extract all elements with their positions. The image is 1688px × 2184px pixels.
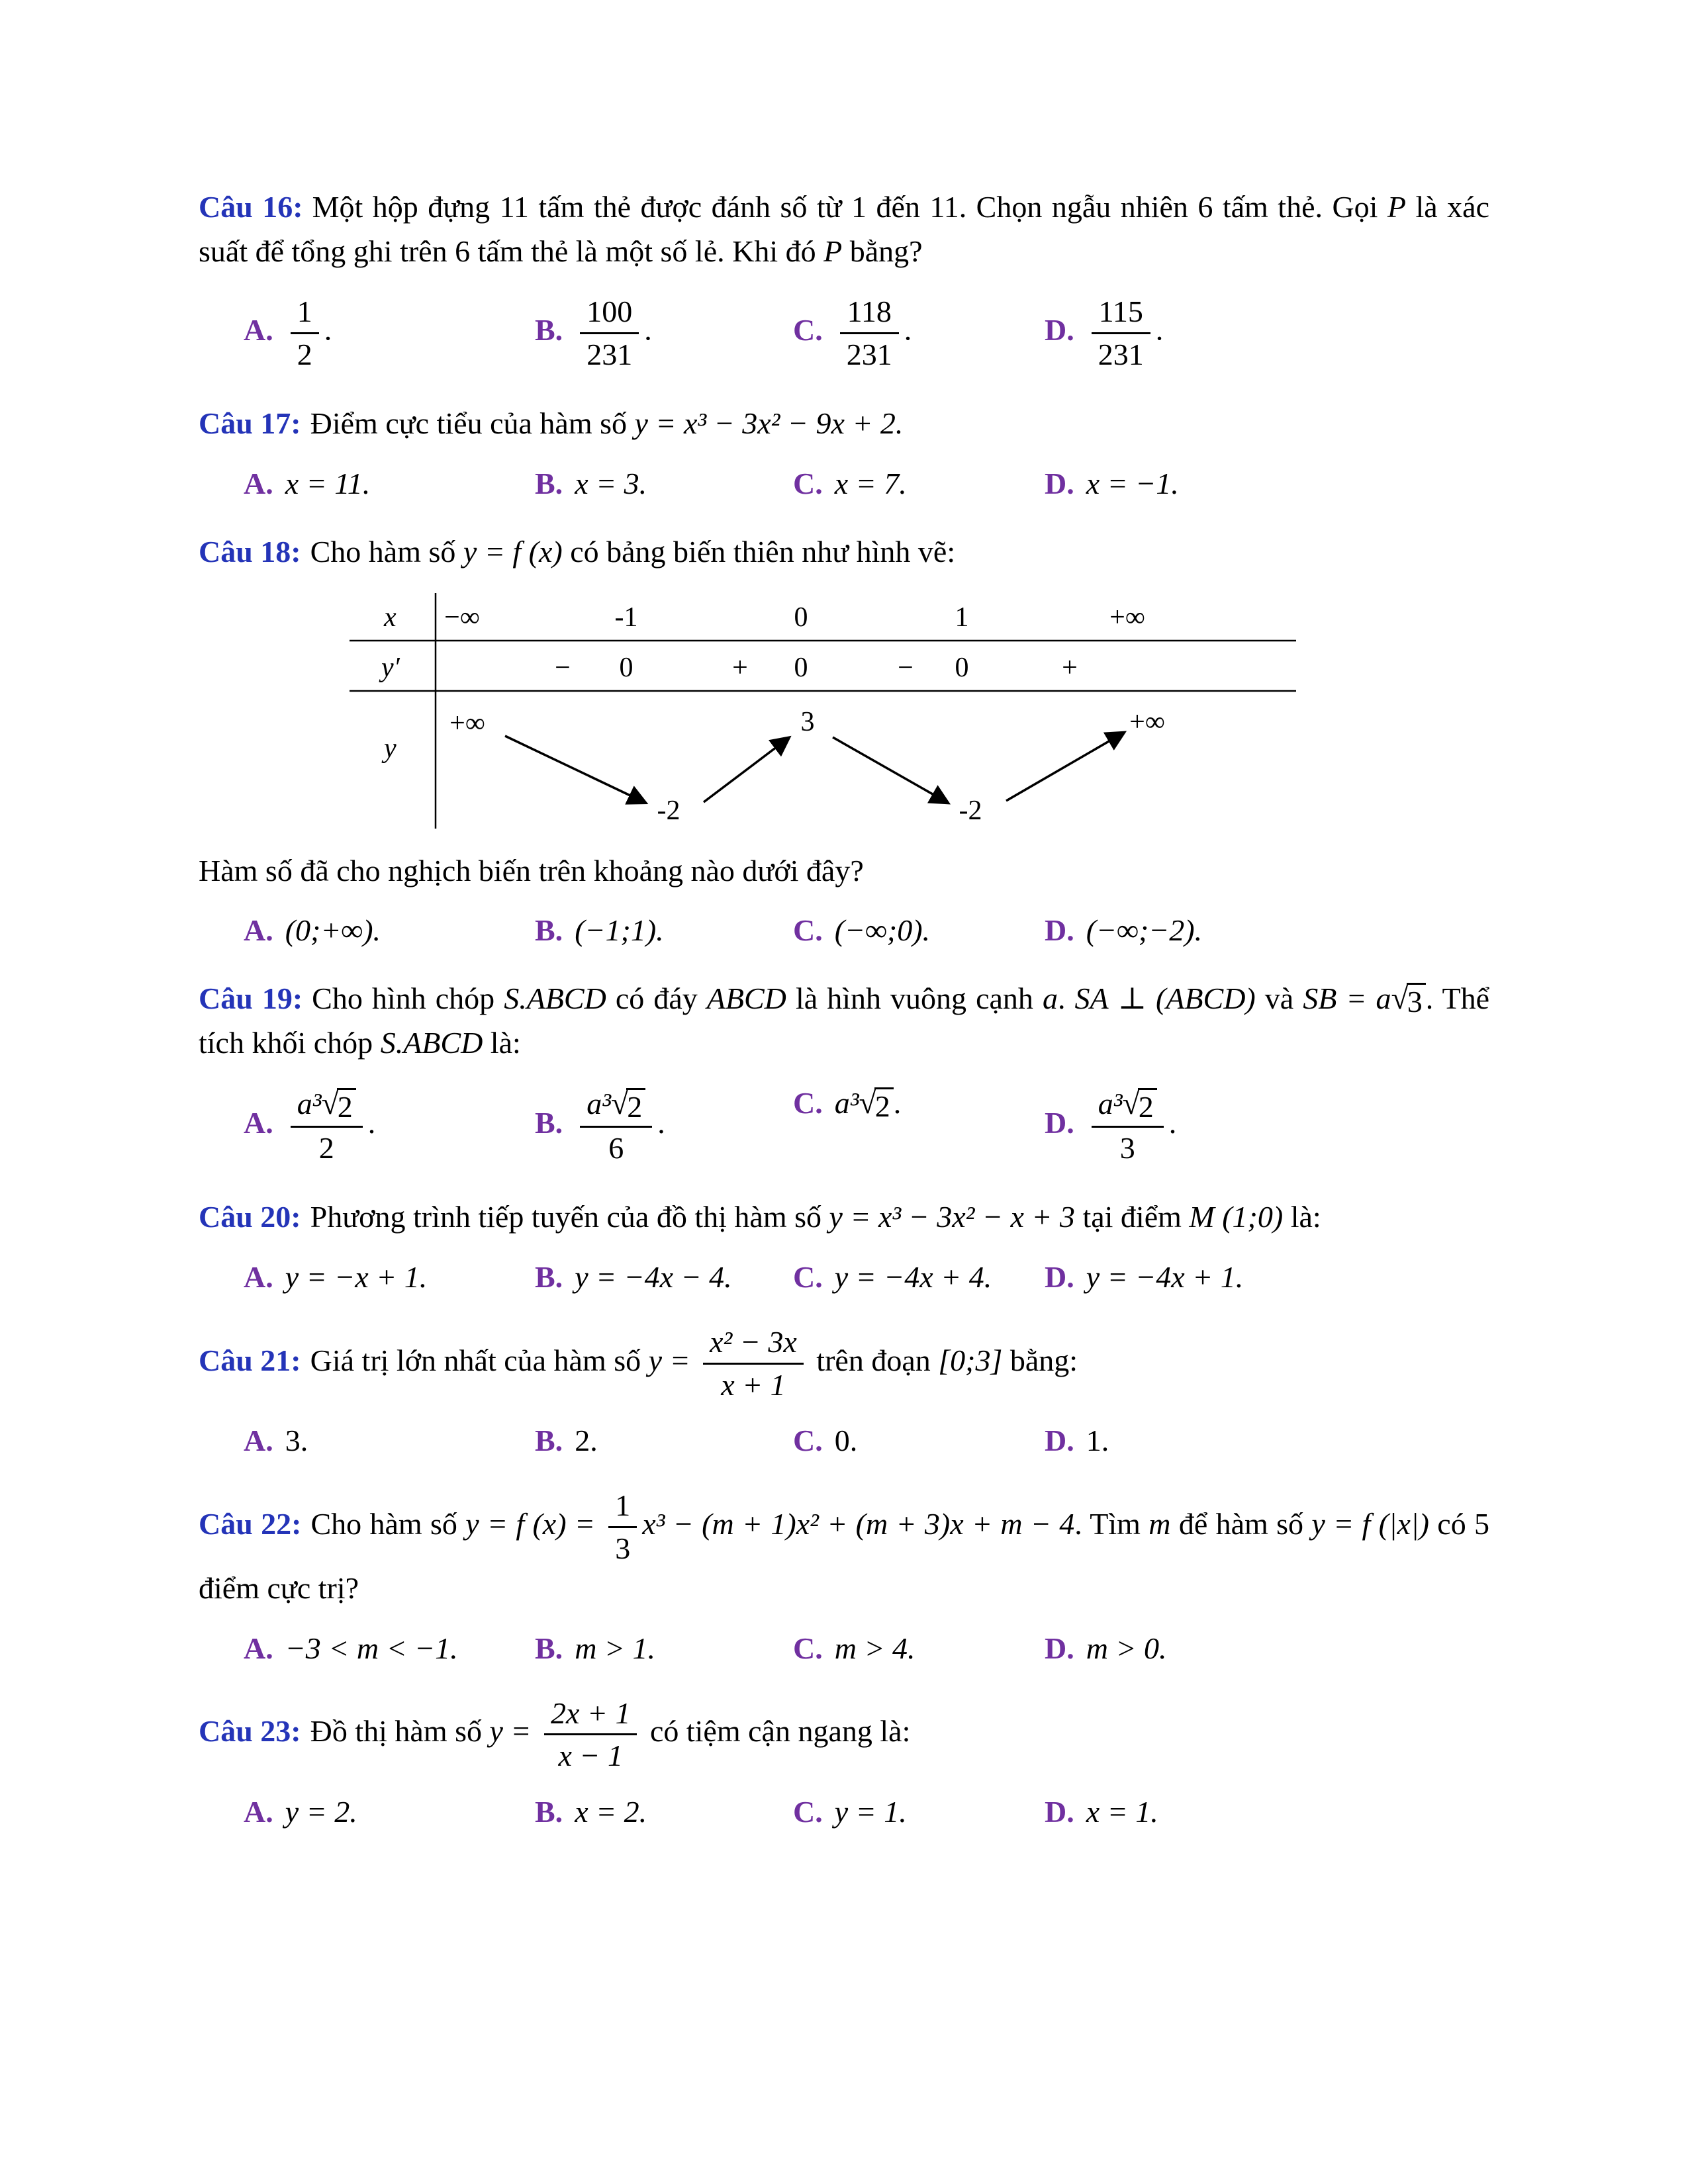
fraction: [840, 293, 899, 373]
option-letter: D.: [1045, 1631, 1074, 1665]
option-content: [575, 1423, 598, 1458]
text-segment: trên đoạn: [808, 1343, 939, 1377]
option-letter: A.: [244, 1424, 273, 1458]
question-body: [310, 406, 904, 440]
question-body: [199, 1488, 1490, 1606]
question-label: Câu 22:: [199, 1506, 302, 1541]
bbt-y-label: y: [384, 733, 397, 764]
text-segment: .: [904, 312, 912, 347]
option-content: [575, 466, 647, 501]
fraction: [580, 1085, 652, 1167]
bbt-yprime-sign: 0: [955, 652, 969, 683]
text-segment: ⊥: [1108, 981, 1156, 1016]
bbt-x-value: -1: [614, 602, 638, 633]
option-letter: D.: [1045, 1794, 1074, 1829]
option-content: [835, 1259, 992, 1295]
option-letter: A.: [244, 913, 273, 948]
options-row: [244, 293, 1489, 373]
option-letter: C.: [793, 312, 823, 347]
text-segment: 2: [318, 1130, 334, 1165]
math-segment: (0;+∞).: [285, 913, 381, 948]
math-segment: P: [823, 234, 843, 268]
text-segment: .: [1155, 312, 1164, 347]
question-16: [199, 185, 1489, 373]
text-segment: Cho hàm số: [310, 1506, 466, 1541]
text-segment: . Thể tích khối chóp: [199, 981, 1489, 1060]
text-segment: bằng:: [1002, 1343, 1078, 1377]
math-segment: y = −x + 1.: [285, 1260, 428, 1295]
option-b: [535, 1631, 793, 1666]
math-segment: P: [1387, 190, 1407, 224]
text-segment: .: [1057, 981, 1075, 1016]
option-a: [244, 1085, 535, 1167]
option-content: [285, 1794, 357, 1829]
text-segment: 3: [615, 1531, 631, 1565]
option-letter: C.: [793, 1424, 823, 1458]
text-segment: có bảng biến thiên như hình vẽ:: [562, 535, 956, 569]
text-segment: để hàm số: [1170, 1506, 1312, 1541]
math-segment: [0;3]: [938, 1343, 1003, 1377]
math-segment: m > 0.: [1086, 1631, 1167, 1665]
math-segment: m > 4.: [834, 1631, 915, 1665]
option-letter: C.: [793, 1631, 823, 1665]
question-subtext: [199, 849, 1489, 893]
square-root: √ 3: [1391, 983, 1426, 1017]
question-label: Câu 17:: [199, 406, 301, 441]
option-b: [535, 913, 793, 948]
math-segment: x = 1.: [1086, 1794, 1158, 1829]
text-segment: Điểm cực tiểu của hàm số: [310, 406, 635, 441]
fraction: [291, 1085, 363, 1167]
question-body: [310, 535, 956, 569]
question-20: [199, 1195, 1489, 1295]
text-segment: có tiệm cận ngang là:: [642, 1714, 911, 1749]
option-content: [285, 1259, 427, 1295]
option-content: [1086, 1794, 1158, 1829]
math-segment: a³: [1098, 1086, 1123, 1120]
question-text: [199, 1324, 1489, 1403]
question-text: [199, 402, 1489, 446]
question-body: [310, 1200, 1321, 1234]
option-content: [285, 913, 381, 948]
variation-table: [350, 592, 1489, 837]
option-b: [535, 466, 793, 501]
math-segment: ABCD: [706, 981, 786, 1016]
option-d: [1045, 466, 1489, 501]
text-segment: là:: [1283, 1200, 1321, 1234]
bbt-yprime-sign: +: [732, 652, 748, 683]
option-content: [575, 1259, 731, 1295]
text-segment: 0.: [834, 1424, 858, 1458]
option-content: [835, 1794, 907, 1829]
text-segment: Cho hình chóp: [312, 981, 504, 1016]
question-text: [199, 530, 1489, 574]
question-body: [310, 1696, 911, 1773]
option-letter: C.: [793, 467, 823, 501]
bbt-x-value: 1: [955, 602, 969, 633]
bbt-yprime-sign: +: [1062, 652, 1078, 683]
option-letter: D.: [1045, 312, 1074, 347]
option-c: [793, 1259, 1045, 1295]
text-segment: Cho hàm số: [310, 535, 463, 569]
option-letter: A.: [244, 1794, 273, 1829]
text-segment: .: [893, 1085, 902, 1120]
math-segment: S.ABCD: [504, 981, 606, 1016]
text-segment: .: [644, 312, 652, 347]
math-segment: y =: [648, 1343, 698, 1377]
question-label: Câu 20:: [199, 1200, 301, 1234]
options-row: [244, 1631, 1489, 1666]
bbt-yprime-sign: 0: [794, 652, 808, 683]
bbt-yprime-sign: 0: [619, 652, 633, 683]
option-content: [1086, 1259, 1243, 1295]
bbt-x-value: +∞: [1109, 602, 1145, 633]
option-letter: A.: [244, 467, 273, 501]
option-d: [1045, 1085, 1489, 1167]
question-label: Câu 23:: [199, 1714, 301, 1749]
math-segment: x = −1.: [1086, 467, 1179, 501]
option-d: [1045, 1423, 1489, 1458]
math-segment: x = 11.: [285, 467, 371, 501]
square-root: √ 2: [859, 1087, 894, 1122]
option-letter: D.: [1045, 1105, 1074, 1140]
question-text: [199, 1487, 1489, 1611]
question-body: [199, 981, 1489, 1060]
math-segment: y = −4x + 1.: [1086, 1260, 1244, 1295]
option-letter: B.: [535, 1631, 563, 1665]
question-label: Câu 18:: [199, 535, 301, 569]
option-letter: A.: [244, 1105, 273, 1140]
fraction: [1092, 1085, 1164, 1167]
question-23: [199, 1695, 1489, 1829]
math-segment: SB = a: [1303, 981, 1391, 1016]
option-content: [835, 1631, 915, 1666]
option-letter: B.: [535, 1260, 563, 1295]
text-segment: 1: [615, 1488, 631, 1523]
option-a: [244, 1631, 535, 1666]
square-root: √ 2: [1123, 1088, 1157, 1122]
text-segment: là:: [483, 1026, 521, 1060]
option-d: [1045, 1794, 1489, 1829]
bbt-arrow-down-1: [505, 736, 644, 802]
options-row: [244, 1794, 1489, 1829]
text-segment: 2: [297, 337, 312, 371]
option-letter: A.: [244, 312, 273, 347]
math-segment: m > 1.: [575, 1631, 655, 1665]
math-segment: 2x + 1: [550, 1696, 631, 1730]
option-content: [835, 466, 907, 501]
bbt-y-value: -2: [657, 795, 680, 826]
bbt-y-value: +∞: [449, 707, 485, 739]
math-segment: x − 1: [558, 1739, 623, 1773]
square-root: √ 2: [322, 1088, 356, 1122]
question-22: [199, 1487, 1489, 1666]
bbt-x-value: 0: [794, 602, 808, 633]
option-letter: B.: [535, 1105, 563, 1140]
option-a: [244, 1794, 535, 1829]
text-segment: 118: [847, 295, 892, 329]
math-segment: y = 1.: [834, 1794, 907, 1829]
question-text: [199, 977, 1489, 1065]
math-segment: (−∞;−2).: [1086, 913, 1203, 948]
option-b: [535, 1423, 793, 1458]
option-d: [1045, 913, 1489, 948]
text-segment: là xác suất để tổng ghi trên 6 tấm thẻ là một số lẻ. Khi đó: [199, 190, 1489, 268]
text-segment: có 5 điểm cực trị?: [199, 1506, 1490, 1606]
question-text: [199, 1695, 1489, 1774]
option-letter: C.: [793, 913, 823, 948]
text-segment: . Tìm: [1074, 1506, 1149, 1541]
option-a: [244, 913, 535, 948]
option-letter: C.: [793, 1260, 823, 1295]
option-letter: B.: [535, 913, 563, 948]
question-body: [310, 1325, 1078, 1402]
text-segment: là hình vuông cạnh: [786, 981, 1043, 1016]
option-content: [835, 913, 930, 948]
question-17: [199, 402, 1489, 501]
math-segment: x² − 3x: [710, 1325, 797, 1359]
math-segment: a³: [586, 1086, 611, 1120]
option-content: [285, 1631, 458, 1666]
math-segment: S.ABCD: [380, 1026, 483, 1060]
option-letter: B.: [535, 1424, 563, 1458]
option-content: [835, 293, 912, 373]
fraction: [291, 293, 319, 373]
bbt-x-value: −∞: [444, 602, 480, 633]
text-segment: .: [367, 1105, 376, 1140]
option-d: [1045, 1631, 1489, 1666]
options-row: [244, 1085, 1489, 1167]
option-c: [793, 1631, 1045, 1666]
text-segment: .: [657, 1105, 665, 1140]
text-segment: 1.: [1086, 1424, 1109, 1458]
bbt-y-value: -2: [959, 795, 982, 826]
text-segment: 6: [608, 1130, 624, 1165]
option-a: [244, 293, 535, 373]
math-segment: x + 1: [721, 1367, 786, 1402]
text-segment: 1: [297, 295, 312, 329]
math-segment: y = f (x): [463, 535, 563, 569]
bbt-x-label: x: [384, 602, 397, 633]
option-content: [285, 293, 332, 373]
option-letter: B.: [535, 467, 563, 501]
question-text: [199, 185, 1489, 273]
math-segment: y = x³ − 3x² − 9x + 2.: [634, 406, 904, 441]
text-segment: 231: [586, 337, 633, 371]
bbt-y-value: 3: [800, 706, 815, 737]
option-letter: B.: [535, 1794, 563, 1829]
option-letter: B.: [535, 312, 563, 347]
option-letter: D.: [1045, 1260, 1074, 1295]
fraction: [608, 1487, 637, 1567]
variation-table-figure: [350, 592, 1296, 830]
math-segment: (−1;1).: [575, 913, 664, 948]
text-segment: có đáy: [606, 981, 707, 1016]
math-segment: a³: [834, 1085, 859, 1120]
text-segment: .: [324, 312, 332, 347]
option-content: [285, 1085, 376, 1167]
text-segment: bằng?: [842, 234, 923, 268]
option-letter: C.: [793, 1085, 823, 1120]
math-segment: m: [1149, 1506, 1171, 1541]
option-letter: D.: [1045, 913, 1074, 948]
option-content: [1086, 913, 1202, 948]
text-segment: tại điểm: [1074, 1200, 1190, 1234]
question-label: Câu 19:: [199, 981, 303, 1016]
math-segment: SA: [1074, 981, 1109, 1016]
fraction: [544, 1695, 637, 1774]
option-c: [793, 1423, 1045, 1458]
bbt-y-value: +∞: [1129, 706, 1165, 737]
fraction: [703, 1324, 804, 1403]
math-segment: (−∞;0).: [834, 913, 931, 948]
text-segment: 2.: [575, 1424, 598, 1458]
question-text: [199, 1195, 1489, 1240]
options-row: [244, 466, 1489, 501]
option-letter: A.: [244, 1631, 273, 1665]
text-segment: Đồ thị hàm số: [310, 1714, 490, 1749]
option-c: [793, 293, 1045, 373]
bbt-arrow-up-1: [704, 739, 788, 802]
question-19: [199, 977, 1489, 1166]
question-18: [199, 530, 1489, 948]
option-d: [1045, 293, 1489, 373]
option-content: [285, 466, 371, 501]
question-label: Câu 21:: [199, 1343, 301, 1377]
question-21: [199, 1324, 1489, 1458]
option-c: [793, 1085, 1045, 1122]
options-row: [244, 1423, 1489, 1458]
bbt-yprime-sign: −: [898, 652, 914, 683]
math-segment: x³ − (m + 1)x² + (m + 3)x + m − 4: [642, 1506, 1075, 1541]
math-segment: y = f (x) =: [465, 1506, 604, 1541]
bbt-arrow-down-2: [833, 737, 947, 802]
option-a: [244, 1259, 535, 1295]
text-segment: Một hộp đựng 11 tấm thẻ được đánh số từ 1 đến 11. Chọn ngẫu nhiên 6 tấm thẻ. Gọi: [312, 190, 1387, 224]
option-content: [1086, 1631, 1167, 1666]
option-content: [1086, 466, 1179, 501]
text-segment: và: [1255, 981, 1303, 1016]
math-segment: y = x³ − 3x² − x + 3: [829, 1200, 1075, 1234]
math-segment: y =: [489, 1714, 539, 1749]
math-segment: x = 3.: [575, 467, 647, 501]
question-label: Câu 16:: [199, 190, 303, 224]
options-row: [244, 913, 1489, 948]
fraction: [1092, 293, 1150, 373]
option-c: [793, 466, 1045, 501]
option-b: [535, 1259, 793, 1295]
math-segment: y = f (|x|): [1311, 1506, 1429, 1541]
text-segment: 3.: [285, 1424, 308, 1458]
square-root: √ 2: [611, 1088, 645, 1122]
math-segment: a: [1042, 981, 1058, 1016]
option-content: [1086, 1085, 1177, 1167]
option-content: [835, 1085, 902, 1122]
text-segment: Hàm số đã cho nghịch biến trên khoảng nào dưới đây?: [199, 853, 864, 887]
option-content: [575, 913, 664, 948]
math-segment: M (1;0): [1189, 1200, 1284, 1234]
option-c: [793, 1794, 1045, 1829]
options-row: [244, 1259, 1489, 1295]
option-a: [244, 466, 535, 501]
option-letter: C.: [793, 1794, 823, 1829]
option-content: [575, 293, 652, 373]
option-b: [535, 293, 793, 373]
option-b: [535, 1085, 793, 1167]
option-d: [1045, 1259, 1489, 1295]
bbt-arrow-up-2: [1006, 733, 1123, 801]
option-a: [244, 1423, 535, 1458]
question-body: [199, 190, 1489, 268]
option-letter: D.: [1045, 467, 1074, 501]
option-content: [835, 1423, 858, 1458]
option-c: [793, 913, 1045, 948]
math-segment: a³: [297, 1086, 322, 1120]
math-segment: y = −4x − 4.: [575, 1260, 732, 1295]
math-segment: x = 2.: [575, 1794, 647, 1829]
text-segment: 231: [846, 337, 892, 371]
math-segment: x = 7.: [834, 467, 907, 501]
option-letter: A.: [244, 1260, 273, 1295]
bbt-yprime-sign: −: [555, 652, 571, 683]
text-segment: 231: [1098, 337, 1144, 371]
option-content: [575, 1085, 665, 1167]
option-content: [575, 1794, 647, 1829]
option-content: [1086, 1423, 1109, 1458]
math-segment: y = 2.: [285, 1794, 357, 1829]
text-segment: 115: [1098, 295, 1143, 329]
option-content: [575, 1631, 655, 1666]
text-segment: .: [1168, 1105, 1177, 1140]
bbt-yprime-label: y′: [381, 652, 400, 683]
text-segment: Giá trị lớn nhất của hàm số: [310, 1343, 649, 1377]
math-segment: (ABCD): [1156, 981, 1256, 1016]
text-segment: 100: [586, 295, 633, 329]
option-content: [1086, 293, 1164, 373]
text-segment: 3: [1119, 1130, 1135, 1165]
text-segment: Phương trình tiếp tuyến của đồ thị hàm số: [310, 1200, 829, 1234]
math-segment: y = −4x + 4.: [834, 1260, 992, 1295]
math-segment: −3 < m < −1.: [285, 1631, 458, 1665]
option-b: [535, 1794, 793, 1829]
fraction: [580, 293, 639, 373]
option-letter: D.: [1045, 1424, 1074, 1458]
option-content: [285, 1423, 308, 1458]
